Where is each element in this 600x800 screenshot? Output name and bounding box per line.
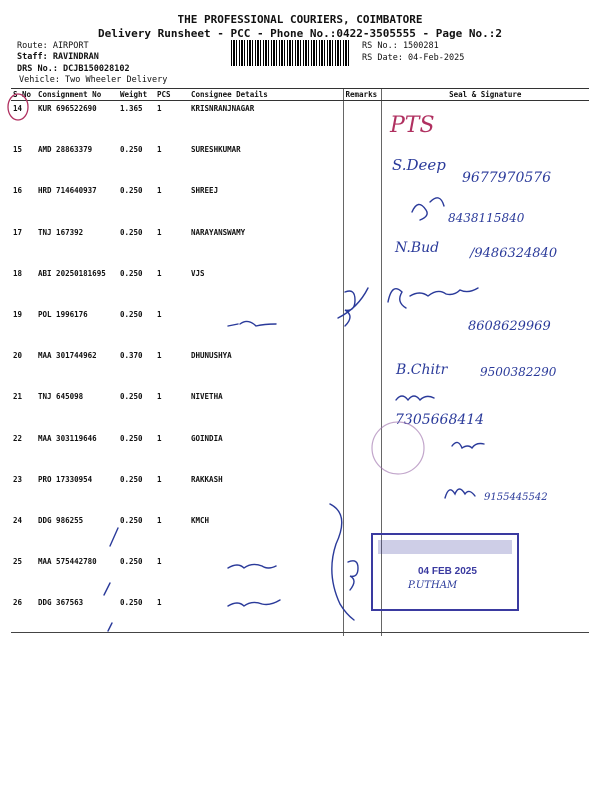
cell-signature <box>381 225 589 266</box>
cell-pcs: 1 <box>157 268 162 278</box>
page-subtitle: Delivery Runsheet - PCC - Phone No.:0422-3505555 - Page No.:2 <box>98 27 502 40</box>
table-bottom-rule <box>11 632 589 633</box>
staff-label: Staff: RAVINDRAN <box>17 52 99 62</box>
cell-remarks <box>343 348 381 389</box>
cell-remarks <box>343 389 381 430</box>
cell-sno: 23 <box>13 474 23 484</box>
cell-pcs: 1 <box>157 104 162 113</box>
cell-consignee: KMCH <box>191 515 210 525</box>
cell-weight: 0.250 <box>120 515 143 525</box>
cell-weight: 0.250 <box>120 145 143 155</box>
cell-remarks <box>343 431 381 472</box>
cell-consignee <box>189 554 343 595</box>
table-header-row <box>11 89 589 101</box>
signature-r20-name: B.Chitr <box>396 362 448 378</box>
rs-number: RS No.: 1500281 <box>362 41 439 51</box>
cell-consignment: ABI 20250181695 <box>38 268 106 278</box>
drs-number: DRS No.: DCJB150028102 <box>17 64 130 74</box>
cell-sno: 14 <box>13 104 23 113</box>
cell-weight: 0.250 <box>120 392 143 402</box>
cell-sno: 15 <box>13 145 23 155</box>
cell-sno: 18 <box>13 268 23 278</box>
runsheet-table <box>11 88 589 636</box>
cell-remarks <box>343 554 381 595</box>
cell-consignment: KUR 696522690 <box>38 104 97 113</box>
table-row <box>11 431 589 472</box>
signature-r17-phone: /9486324840 <box>470 246 558 261</box>
cell-consignee <box>189 307 343 348</box>
vehicle-label: Vehicle: Two Wheeler Delivery <box>19 75 168 85</box>
signature-r21-phone: 7305668414 <box>395 412 485 428</box>
table-row <box>11 183 589 224</box>
cell-consignee: DHUNUSHYA <box>191 351 232 361</box>
cell-sno: 19 <box>13 309 23 319</box>
cell-signature <box>381 142 589 183</box>
cell-sno: 21 <box>13 392 23 402</box>
table-row <box>11 595 589 636</box>
table-row <box>11 389 589 430</box>
signature-r20-phone: 9500382290 <box>480 365 557 379</box>
cell-consignee: GOINDIA <box>191 433 223 443</box>
cell-consignment: AMD 28863379 <box>38 145 93 155</box>
cell-weight: 0.250 <box>120 433 143 443</box>
stamp-date: 04 FEB 2025 <box>418 566 477 577</box>
cell-sno: 25 <box>13 557 23 567</box>
cell-signature <box>381 554 589 595</box>
route-label: Route: AIRPORT <box>17 41 89 51</box>
signature-r15-phone: 9677970576 <box>462 170 552 186</box>
col-header-sno: S No <box>11 89 36 101</box>
barcode <box>231 40 351 66</box>
cell-remarks <box>343 183 381 224</box>
cell-consignee: KRISNRANJNAGAR <box>191 104 255 113</box>
cell-weight: 0.250 <box>120 309 143 319</box>
col-header-weight: Weight <box>118 89 155 101</box>
cell-remarks <box>343 307 381 348</box>
cell-signature <box>381 101 589 143</box>
cell-signature <box>381 266 589 307</box>
cell-pcs: 1 <box>157 433 162 443</box>
cell-remarks <box>343 225 381 266</box>
signature-r15-name: S.Deep <box>392 156 446 174</box>
cell-consignment: HRD 714640937 <box>38 186 97 196</box>
signature-r14: PTS <box>390 113 435 138</box>
signature-r23-phone: 9155445542 <box>484 492 548 503</box>
cell-consignment: PRO 17330954 <box>38 474 93 484</box>
cell-sno: 26 <box>13 598 23 608</box>
cell-pcs: 1 <box>157 351 162 361</box>
cell-sno: 22 <box>13 433 23 443</box>
cell-weight: 0.250 <box>120 557 143 567</box>
table-row <box>11 266 589 307</box>
rs-date: RS Date: 04-Feb-2025 <box>362 53 465 63</box>
cell-consignee: SHREEJ <box>191 186 219 196</box>
col-header-signature: Seal & Signature <box>381 89 589 101</box>
cell-remarks <box>343 142 381 183</box>
cell-consignment: MAA 303119646 <box>38 433 97 443</box>
cell-consignment: MAA 301744962 <box>38 351 97 361</box>
col-header-consignee: Consignee Details <box>189 89 343 101</box>
cell-signature <box>381 348 589 389</box>
cell-pcs: 1 <box>157 227 162 237</box>
table-row <box>11 513 589 554</box>
signature-r16-phone: 8438115840 <box>448 211 525 225</box>
cell-signature <box>381 431 589 472</box>
cell-weight: 0.250 <box>120 474 143 484</box>
cell-sno: 20 <box>13 351 23 361</box>
col-header-remarks: Remarks <box>343 89 381 101</box>
col-header-pcs: PCS <box>155 89 189 101</box>
table-row <box>11 225 589 266</box>
cell-pcs: 1 <box>157 186 162 196</box>
cell-pcs: 1 <box>157 598 162 608</box>
cell-pcs: 1 <box>157 145 162 155</box>
cell-consignment: TNJ 645098 <box>38 392 84 402</box>
cell-pcs: 1 <box>157 474 162 484</box>
cell-weight: 0.250 <box>120 598 143 608</box>
cell-signature <box>381 307 589 348</box>
cell-remarks <box>343 101 381 143</box>
table-row <box>11 101 589 143</box>
cell-consignment: MAA 575442780 <box>38 557 97 567</box>
cell-pcs: 1 <box>157 392 162 402</box>
cell-consignee: SURESHKUMAR <box>191 145 241 155</box>
page-title: THE PROFESSIONAL COURIERS, COIMBATORE <box>177 13 423 26</box>
cell-weight: 0.370 <box>120 351 143 361</box>
cell-sno: 17 <box>13 227 23 237</box>
table-row <box>11 142 589 183</box>
cell-weight: 0.250 <box>120 227 143 237</box>
cell-pcs: 1 <box>157 515 162 525</box>
cell-consignee: VJS <box>191 268 205 278</box>
cell-consignee: NARAYANSWAMY <box>191 227 246 237</box>
cell-remarks <box>343 266 381 307</box>
cell-weight: 0.250 <box>120 268 143 278</box>
cell-remarks <box>343 472 381 513</box>
cell-remarks <box>343 595 381 636</box>
cell-consignment: TNJ 167392 <box>38 227 84 237</box>
table-row <box>11 554 589 595</box>
cell-consignment: POL 1996176 <box>38 309 88 319</box>
cell-consignment: DDG 986255 <box>38 515 84 525</box>
cell-sno: 16 <box>13 186 23 196</box>
col-header-consignment: Consignment No <box>36 89 118 101</box>
cell-consignee: RAKKASH <box>191 474 223 484</box>
cell-signature <box>381 595 589 636</box>
cell-sno: 24 <box>13 515 23 525</box>
table-row <box>11 348 589 389</box>
cell-consignee: NIVETHA <box>191 392 223 402</box>
cell-signature <box>381 389 589 430</box>
cell-signature <box>381 183 589 224</box>
signature-r19-phone: 8608629969 <box>468 319 551 334</box>
table-row <box>11 307 589 348</box>
cell-pcs: 1 <box>157 557 162 567</box>
stamp-name: P.UTHAM <box>408 580 458 591</box>
cell-remarks <box>343 513 381 554</box>
cell-consignment: DDG 367563 <box>38 598 84 608</box>
cell-signature <box>381 513 589 554</box>
signature-r17-name: N.Bud <box>395 240 440 256</box>
cell-weight: 0.250 <box>120 186 143 196</box>
cell-weight: 1.365 <box>120 104 143 113</box>
cell-consignee <box>189 595 343 636</box>
cell-pcs: 1 <box>157 309 162 319</box>
cell-signature <box>381 472 589 513</box>
table-row <box>11 472 589 513</box>
